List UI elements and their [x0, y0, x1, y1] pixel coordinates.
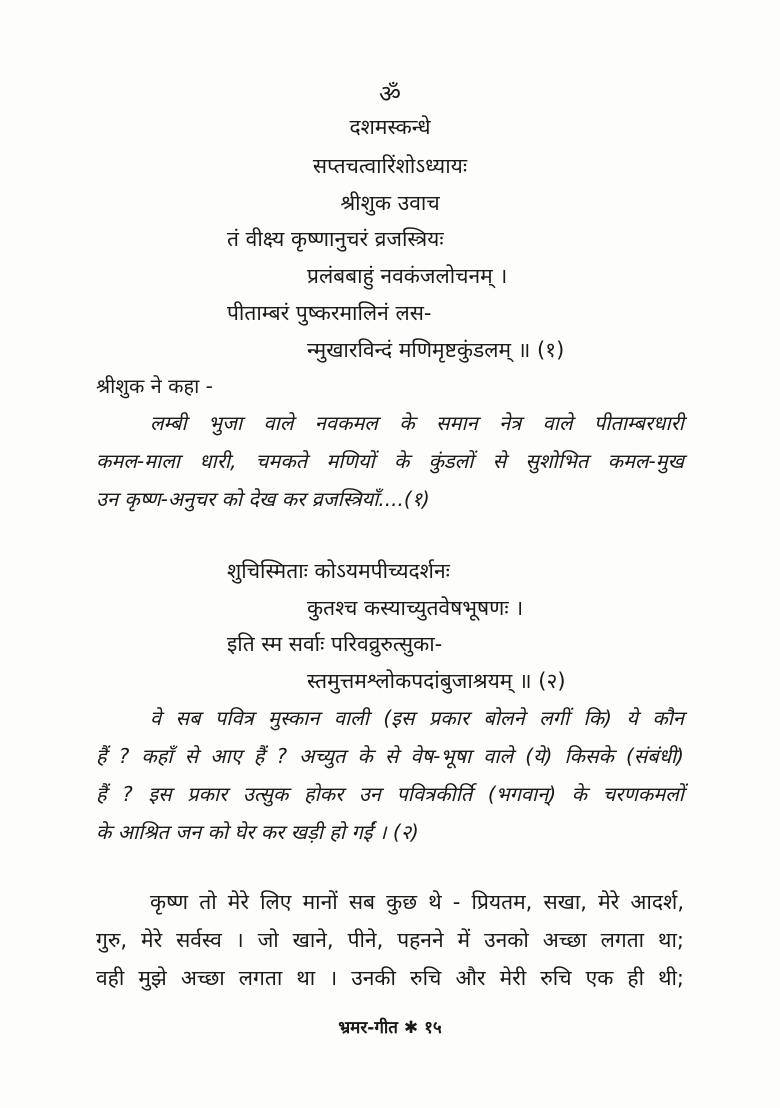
commentary-line2: गुरु, मेरे सर्वस्व । जो खाने, पीने, पहनने में उनको अच्छा लगता था; [96, 928, 684, 952]
translation2-line1: वे सब पवित्र मुस्कान वाली (इस प्रकार बोलने लगीं कि) ये कौन [150, 706, 684, 730]
asterisk-icon: ✱ [403, 1018, 419, 1038]
adhyaya-heading: सप्तचत्वारिंशोऽध्यायः [312, 154, 468, 178]
translation1-line1: लम्बी भुजा वाले नवकमल के समान नेत्र वाले पीताम्बरधारी [150, 411, 684, 435]
translation1-line2: कमल-माला धारी, चमकते मणियों के कुंडलों से सुशोभित कमल-मुख [96, 449, 684, 473]
skandha-heading: दशमस्कन्धे [349, 115, 431, 139]
translation2-line4: के आश्रित जन को घेर कर खड़ी हो गईं । (२) [96, 820, 419, 844]
verse1-line4: न्मुखारविन्दं मणिमृष्टकुंडलम् ॥ (१) [307, 338, 565, 362]
om-symbol: ॐ [379, 80, 401, 108]
speaker-heading: श्रीशुक उवाच [340, 191, 440, 215]
commentary-line3: वही मुझे अच्छा लगता था । उनकी रुचि और मेरी रुचि एक ही थी; [96, 966, 684, 990]
verse2-line2: कुतश्च कस्याच्युतवेषभूषणः । [307, 596, 524, 620]
book-title: भ्रमर-गीत [338, 1018, 398, 1038]
verse2-line3: इति स्म सर्वाः परिवव्रुरुत्सुका- [227, 632, 443, 656]
page-footer [0, 1020, 780, 1037]
verse2-line4: स्तमुत्तमश्लोकपदांबुजाश्रयम् ॥ (२) [307, 669, 566, 693]
verse2-line1: शुचिस्मिताः कोऽयमपीच्यदर्शनः [227, 559, 450, 583]
page-number: १५ [424, 1018, 442, 1038]
translation1-line3: उन कृष्ण-अनुचर को देख कर व्रजस्त्रियाँ....(१) [96, 487, 430, 511]
translation2-line3: हैं ? इस प्रकार उत्सुक होकर उन पवित्रकीर्ति (भगवान्) के चरणकमलों [96, 782, 684, 806]
verse1-line3: पीताम्बरं पुष्करमालिनं लस- [227, 301, 432, 325]
verse1-line2: प्रलंबबाहुं नवकंजलोचनम् । [307, 264, 508, 288]
translation2-line2: हैं ? कहाँ से आए हैं ? अच्युत के से वेष-भूषा वाले (ये) किसके (संबंधी) [96, 744, 684, 768]
verse1-line1: तं वीक्ष्य कृष्णानुचरं व्रजस्त्रियः [227, 227, 444, 251]
translation-intro: श्रीशुक ने कहा - [96, 374, 213, 398]
commentary-line1: कृष्ण तो मेरे लिए मानों सब कुछ थे - प्रियतम, सखा, मेरे आदर्श, [150, 890, 684, 914]
